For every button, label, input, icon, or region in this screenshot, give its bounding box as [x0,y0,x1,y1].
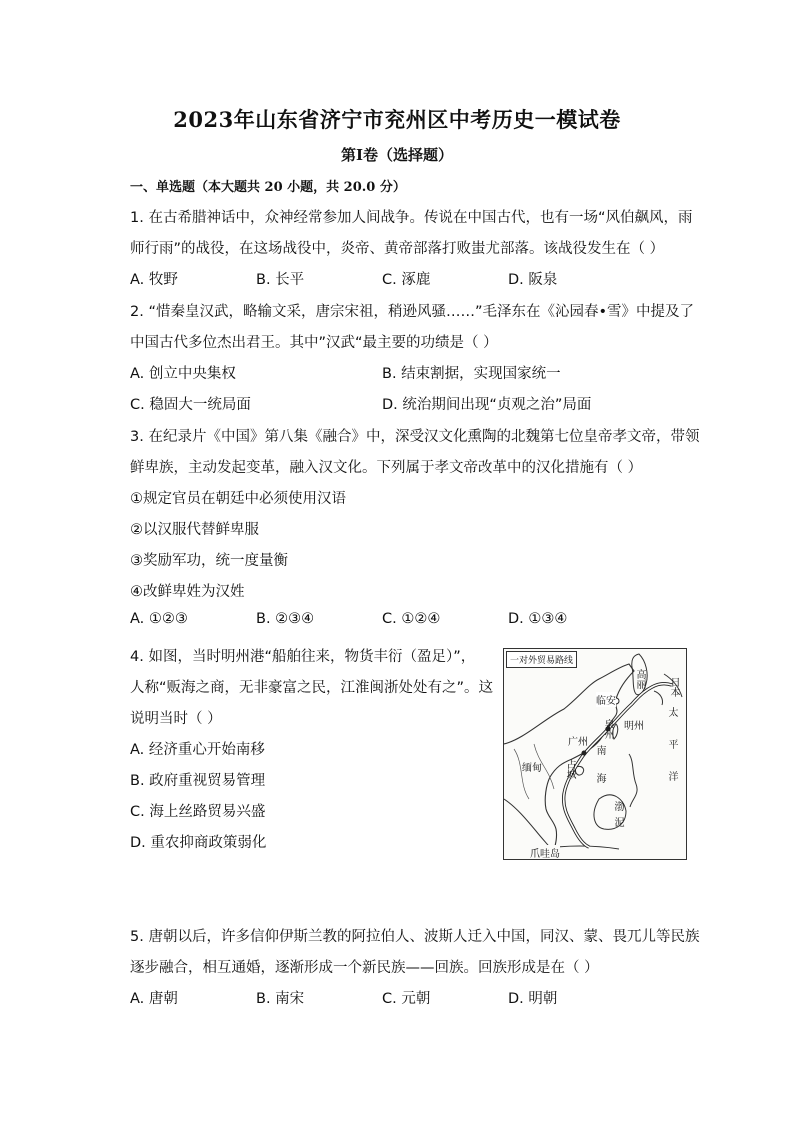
q5-option-a: A. 唐朝 [130,991,178,1007]
section-heading: 一、单选题（本大题共 20 小题，共 20.0 分） [130,180,406,195]
q2-option-b: B. 结束割据，实现国家统一 [382,366,561,382]
q2-option-c: C. 稳固大一统局面 [130,397,251,413]
q5-option-c: C. 元朝 [382,991,431,1007]
q1-option-d: D. 阪泉 [508,272,558,288]
question-3-item-3: ③奖励军功，统一度量衡 [130,553,288,569]
question-1-line-2: 师行雨”的战役，在这场战役中，炎帝、黄帝部落打败蚩尤部落。该战役发生在（ ） [130,241,665,257]
question-3-item-1: ①规定官员在朝廷中必须使用汉语 [130,491,346,507]
page-title: 2023年山东省济宁市兖州区中考历史一模试卷 [173,107,621,132]
map-title-label: 一对外贸易路线 [506,651,577,668]
q4-option-a: A. 经济重心开始南移 [130,742,265,758]
q1-option-c: C. 涿鹿 [382,272,431,288]
map-label-gao-li: 高丽 [634,669,645,689]
map-label-quan-zhou: 泉州 [602,719,613,739]
q3-option-d: D. ①③④ [508,611,568,627]
q4-option-d: D. 重农抑商政策弱化 [130,835,267,851]
map-label-ming-zhou: 明州 [624,721,644,732]
q4-option-c: C. 海上丝路贸易兴盛 [130,804,266,820]
map-label-mian-dian: 缅甸 [522,763,542,774]
map-label-bo-ni: 渤泥 [612,801,623,833]
question-4-line-2: 人称“贩海之商，无非豪富之民，江淮闽浙处处有之”。这 [130,680,494,696]
question-1-line-1: 1. 在古希腊神话中，众神经常参加人间战争。传说在中国古代，也有一场“风伯飙风，雨 [130,210,693,226]
question-2-line-2: 中国古代多位杰出君王。其中”汉武“最主要的功绩是（ ） [130,335,498,351]
question-4-line-3: 说明当时（ ） [130,711,222,727]
paper-subtitle: 第I卷（选择题） [340,146,454,164]
q2-option-a: A. 创立中央集权 [130,366,236,382]
q2-option-d: D. 统治期间出现“贞观之治”局面 [382,397,592,413]
q5-option-b: B. 南宋 [256,991,305,1007]
question-2-line-1: 2. “惜秦皇汉武，略输文采，唐宗宋祖，稍逊风骚……”毛泽东在《沁园春•雪》中提及了 [130,304,695,320]
question-3-item-2: ②以汉服代替鲜卑服 [130,522,259,538]
q3-option-b: B. ②③④ [256,611,315,627]
question-3-line-1: 3. 在纪录片《中国》第八集《融合》中，深受汉文化熏陶的北魏第七位皇帝孝文帝，带领 [130,429,700,445]
map-label-zhan-cheng: 占城 [564,759,575,779]
q1-option-b: B. 长平 [256,272,305,288]
question-4-line-1: 4. 如图，当时明州港“船舶往来，物货丰衍（盈足）”， [130,649,476,665]
map-label-lin-an: 临安 [596,692,616,707]
map-label-java: 爪哇岛 [530,845,560,860]
question-3-item-4: ④改鲜卑姓为汉姓 [130,584,245,600]
question-3-line-2: 鲜卑族，主动发起变革，融入汉文化。下列属于孝文帝改革中的汉化措施有（ ） [130,460,643,476]
q3-option-c: C. ①②④ [382,611,441,627]
q5-option-d: D. 明朝 [508,991,558,1007]
q1-option-a: A. 牧野 [130,272,178,288]
map-label-ri-ben: 日本 [668,677,679,697]
question-5-line-1: 5. 唐朝以后，许多信仰伊斯兰教的阿拉伯人、波斯人迁入中国，同汉、蒙、畏兀儿等民族 [130,929,700,945]
question-5-line-2: 逐步融合，相互通婚，逐渐形成一个新民族——回族。回族形成是在（ ） [130,960,599,976]
map-label-pacific: 太平洋 [666,707,677,803]
map-label-nan-hai: 南海 [594,745,605,801]
q3-option-a: A. ①②③ [130,611,188,627]
trade-route-map [503,648,687,860]
q4-option-b: B. 政府重视贸易管理 [130,773,266,789]
map-label-guang-zhou: 广州 [568,737,588,748]
